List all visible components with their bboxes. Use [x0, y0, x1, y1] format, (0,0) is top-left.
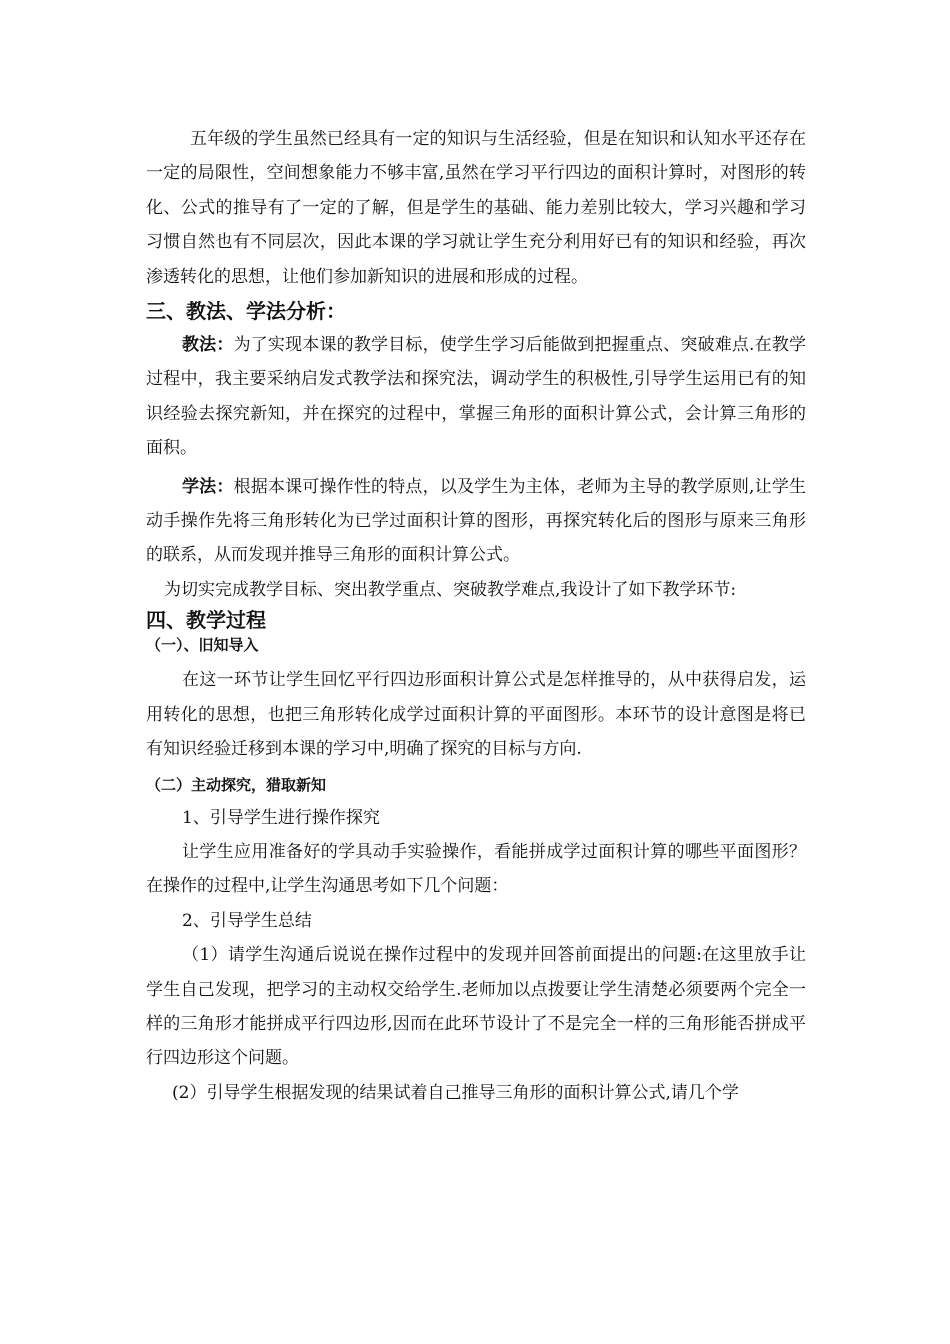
jiaofa-paragraph — [146, 328, 806, 466]
item-1-heading: 1、引导学生进行操作探究 — [182, 807, 380, 828]
subsection-heading-1: （一）、旧知导入 — [146, 636, 259, 655]
question-2-paragraph: (2）引导学生根据发现的结果试着自己推导三角形的面积计算公式,请几个学 — [172, 1082, 739, 1103]
xuefa-text: 根据本课可操作性的特点，以及学生为主体，老师为主导的教学原则,让学生动手操作先将三角形转化为已学过面积计算的图形，再探究转化后的图形与原来三角形的联系，从而发现并推导三角形的面积计算公式。 — [146, 476, 807, 566]
intro-paragraph: 五年级的学生虽然已经具有一定的知识与生活经验，但是在知识和认知水平还存在一定的局限性，空间想象能力不够丰富,虽然在学习平行四边的面积计算时，对图形的转化、公式的推导有了一定的了解，但是学生的基础、能力差别比较大，学习兴趣和学习习惯自然也有不同层次，因此本课的学习就让学生充分利用好已有的知识和经验，再次渗透转化的思想，让他们参加新知识的进展和形成的过程。 — [146, 129, 806, 287]
subsection-heading-2: （二）主动探究，猎取新知 — [146, 775, 327, 794]
xuefa-label: 学法： — [182, 476, 234, 497]
xuefa-paragraph — [146, 470, 806, 573]
section-heading-4: 四、教学过程 — [146, 608, 266, 633]
section-heading-3: 三、教法、学法分析： — [146, 299, 346, 324]
jiaofa-label: 教法： — [182, 335, 234, 356]
document-page — [146, 122, 806, 1110]
item-2-heading: 2、引导学生总结 — [182, 910, 312, 931]
jiaofa-text: 为了实现本课的教学目标，使学生学习后能做到把握重点、突破难点.在教学过程中，我主要采纳启发式教学法和探究法，调动学生的积极性,引导学生运用已有的知识经验去探究新知，并在探究的过程中，掌握三角形的面积计算公式，会计算三角形的面积。 — [146, 335, 807, 459]
item-1-paragraph: 让学生应用准备好的学具动手实验操作，看能拼成学过面积计算的哪些平面图形？在操作的过程中,让学生沟通思考如下几个问题： — [146, 841, 806, 897]
transition-paragraph: 为切实完成教学目标、突出教学重点、突破教学难点,我设计了如下教学环节: — [164, 579, 737, 600]
question-1-paragraph: （1）请学生沟通后说说在操作过程中的发现并回答前面提出的问题:在这里放手让学生自己发现，把学习的主动权交给学生.老师加以点拨要让学生清楚必须要两个完全一样的三角形才能拼成平行四边形,因而在此环节设计了不是完全一样的三角形能否拼成平行四边形这个问题。 — [146, 945, 806, 1069]
sub1-paragraph: 在这一环节让学生回忆平行四边形面积计算公式是怎样推导的，从中获得启发，运用转化的思想，也把三角形转化成学过面积计算的平面图形。本环节的设计意图是将已有知识经验迁移到本课的学习中,明确了探究的目标与方向. — [146, 670, 806, 760]
